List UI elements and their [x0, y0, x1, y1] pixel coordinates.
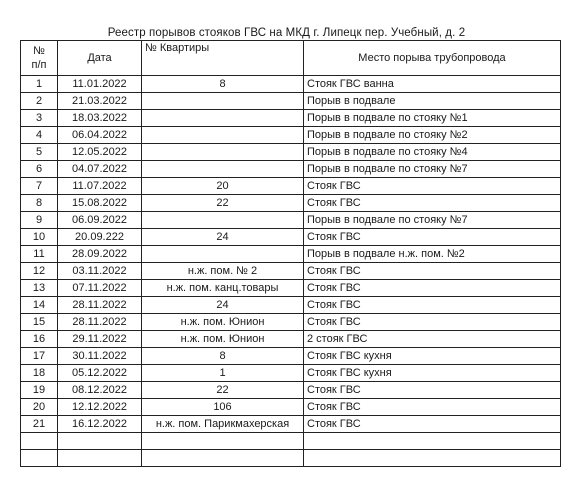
cell-place: Стояк ГВС — [304, 263, 561, 280]
cell-apartment — [142, 161, 304, 178]
cell-date: 28.11.2022 — [58, 314, 142, 331]
cell-date: 07.11.2022 — [58, 280, 142, 297]
cell-date: 20.09.222 — [58, 229, 142, 246]
header-apartment: № Квартиры — [142, 41, 304, 76]
table-row — [21, 297, 561, 314]
cell-place: Порыв в подвале по стояку №7 — [304, 212, 561, 229]
cell-number: 12 — [21, 263, 58, 280]
cell-date: 06.04.2022 — [58, 127, 142, 144]
cell-number: 3 — [21, 110, 58, 127]
cell-apartment: н.ж. пом. Юнион — [142, 314, 304, 331]
cell-place: Стояк ГВС — [304, 416, 561, 433]
table-body — [21, 76, 561, 467]
cell-apartment — [142, 110, 304, 127]
cell-number — [21, 433, 58, 450]
cell-apartment: 1 — [142, 365, 304, 382]
table-header-row — [21, 41, 561, 76]
table-row — [21, 195, 561, 212]
table-row — [21, 246, 561, 263]
cell-number: 6 — [21, 161, 58, 178]
header-num-pp: п/п — [31, 59, 47, 71]
cell-apartment: 8 — [142, 76, 304, 93]
cell-date: 16.12.2022 — [58, 416, 142, 433]
cell-apartment — [142, 93, 304, 110]
cell-apartment — [142, 212, 304, 229]
cell-apartment: н.ж. пом. Парикмахерская — [142, 416, 304, 433]
cell-date: 08.12.2022 — [58, 382, 142, 399]
table-row — [21, 280, 561, 297]
cell-place — [304, 450, 561, 467]
cell-apartment: 20 — [142, 178, 304, 195]
cell-apartment — [142, 433, 304, 450]
cell-date: 11.01.2022 — [58, 76, 142, 93]
table-row — [21, 76, 561, 93]
cell-date: 06.09.2022 — [58, 212, 142, 229]
table-row — [21, 399, 561, 416]
table-row — [21, 229, 561, 246]
cell-number: 5 — [21, 144, 58, 161]
cell-number: 14 — [21, 297, 58, 314]
cell-number: 13 — [21, 280, 58, 297]
cell-date: 28.09.2022 — [58, 246, 142, 263]
table-row — [21, 93, 561, 110]
cell-place: Порыв в подвале по стояку №7 — [304, 161, 561, 178]
cell-place: Стояк ГВС — [304, 382, 561, 399]
cell-number: 9 — [21, 212, 58, 229]
cell-apartment — [142, 144, 304, 161]
cell-date: 04.07.2022 — [58, 161, 142, 178]
cell-apartment: 106 — [142, 399, 304, 416]
header-date: Дата — [58, 41, 142, 76]
table-row — [21, 382, 561, 399]
cell-date — [58, 450, 142, 467]
cell-place: Стояк ГВС — [304, 297, 561, 314]
table-row — [21, 365, 561, 382]
cell-number: 7 — [21, 178, 58, 195]
cell-date: 28.11.2022 — [58, 297, 142, 314]
cell-date: 12.12.2022 — [58, 399, 142, 416]
cell-place: Порыв в подвале по стояку №2 — [304, 127, 561, 144]
cell-number: 21 — [21, 416, 58, 433]
cell-apartment: 24 — [142, 229, 304, 246]
table-row — [21, 433, 561, 450]
cell-place: Стояк ГВС — [304, 178, 561, 195]
table-row — [21, 110, 561, 127]
table-row — [21, 314, 561, 331]
header-place: Место порыва трубопровода — [304, 41, 561, 76]
cell-apartment: н.ж. пом. № 2 — [142, 263, 304, 280]
cell-number — [21, 450, 58, 467]
table-row — [21, 178, 561, 195]
header-num-symbol: № — [33, 45, 45, 57]
table-row — [21, 212, 561, 229]
cell-number: 8 — [21, 195, 58, 212]
cell-number: 18 — [21, 365, 58, 382]
cell-number: 17 — [21, 348, 58, 365]
table-row — [21, 161, 561, 178]
cell-date: 03.11.2022 — [58, 263, 142, 280]
cell-place: Стояк ГВС кухня — [304, 348, 561, 365]
cell-place: Стояк ГВС — [304, 229, 561, 246]
cell-apartment: 22 — [142, 382, 304, 399]
table-row — [21, 127, 561, 144]
table-row — [21, 331, 561, 348]
cell-place — [304, 433, 561, 450]
cell-apartment — [142, 450, 304, 467]
cell-place: 2 стояк ГВС — [304, 331, 561, 348]
cell-number: 16 — [21, 331, 58, 348]
table-row — [21, 263, 561, 280]
cell-apartment: н.ж. пом. канц.товары — [142, 280, 304, 297]
cell-date: 15.08.2022 — [58, 195, 142, 212]
cell-number: 11 — [21, 246, 58, 263]
cell-place: Порыв в подвале по стояку №1 — [304, 110, 561, 127]
cell-number: 20 — [21, 399, 58, 416]
cell-number: 19 — [21, 382, 58, 399]
cell-place: Стояк ГВС — [304, 280, 561, 297]
cell-place: Стояк ГВС — [304, 399, 561, 416]
cell-date: 05.12.2022 — [58, 365, 142, 382]
cell-place: Порыв в подвале — [304, 93, 561, 110]
cell-date: 21.03.2022 — [58, 93, 142, 110]
cell-place: Стояк ГВС — [304, 195, 561, 212]
cell-place: Стояк ГВС кухня — [304, 365, 561, 382]
register-table — [20, 40, 561, 467]
cell-apartment: 24 — [142, 297, 304, 314]
cell-apartment: 8 — [142, 348, 304, 365]
cell-number: 2 — [21, 93, 58, 110]
cell-date: 30.11.2022 — [58, 348, 142, 365]
table-row — [21, 450, 561, 467]
cell-place: Порыв в подвале н.ж. пом. №2 — [304, 246, 561, 263]
cell-date: 29.11.2022 — [58, 331, 142, 348]
cell-date — [58, 433, 142, 450]
cell-apartment: 22 — [142, 195, 304, 212]
cell-apartment: н.ж. пом. Юнион — [142, 331, 304, 348]
cell-apartment — [142, 127, 304, 144]
cell-date: 12.05.2022 — [58, 144, 142, 161]
cell-apartment — [142, 246, 304, 263]
cell-date: 11.07.2022 — [58, 178, 142, 195]
document-title: Реестр порывов стояков ГВС на МКД г. Липецк пер. Учебный, д. 2 — [107, 27, 466, 39]
cell-number: 10 — [21, 229, 58, 246]
cell-number: 15 — [21, 314, 58, 331]
cell-place: Стояк ГВС — [304, 314, 561, 331]
cell-number: 4 — [21, 127, 58, 144]
table-row — [21, 348, 561, 365]
cell-date: 18.03.2022 — [58, 110, 142, 127]
cell-place: Стояк ГВС ванна — [304, 76, 561, 93]
table-row — [21, 144, 561, 161]
cell-place: Порыв в подвале по стояку №4 — [304, 144, 561, 161]
table-row — [21, 416, 561, 433]
header-num — [21, 41, 58, 76]
cell-number: 1 — [21, 76, 58, 93]
